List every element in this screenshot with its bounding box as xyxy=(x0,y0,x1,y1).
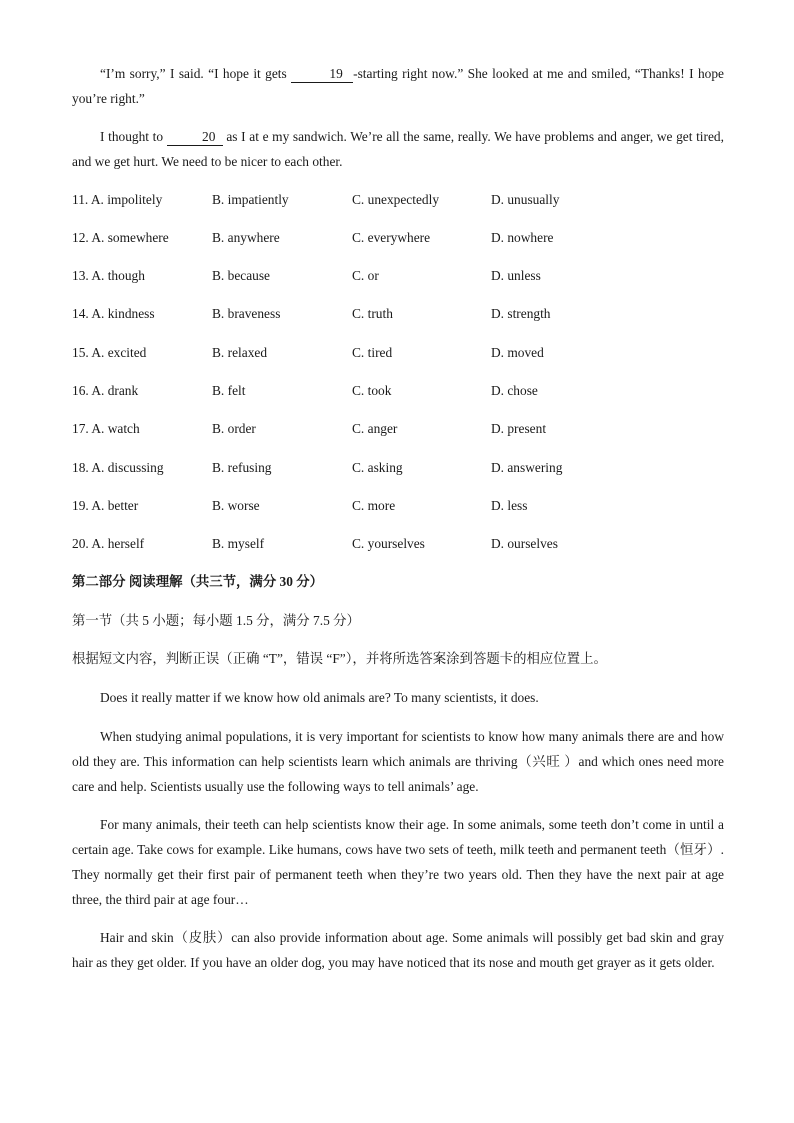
option-d: D. nowhere xyxy=(491,230,554,245)
option-d: D. present xyxy=(491,421,547,436)
section-subtitle: 第一节（共 5 小题；每小题 1.5 分，满分 7.5 分） xyxy=(72,613,360,628)
option-b: B. impatiently xyxy=(212,192,289,207)
option-row-16 xyxy=(72,381,724,401)
option-c: C. took xyxy=(352,383,392,398)
option-row-20 xyxy=(72,534,724,554)
passage-paragraph-4: Hair and skin（皮肤）can also provide information about age. Some animals will possibly get bad skin and gray hair as they get older. If you have an older dog, you may have noticed that its nose and mouth get grayer as it gets older. xyxy=(72,930,724,970)
option-d: D. unless xyxy=(491,268,541,283)
option-row-14 xyxy=(72,304,724,324)
option-c: C. unexpectedly xyxy=(352,192,440,207)
cloze-text-before-20: I thought to xyxy=(100,129,167,144)
passage-paragraph-1: Does it really matter if we know how old animals are? To many scientists, it does. xyxy=(100,690,539,705)
option-d: D. unusually xyxy=(491,192,560,207)
option-row-18 xyxy=(72,458,724,478)
option-c: C. asking xyxy=(352,460,403,475)
option-a: 13. A. though xyxy=(72,268,145,283)
cloze-blank-20: 20 xyxy=(167,129,223,146)
option-row-11 xyxy=(72,190,724,210)
option-c: C. or xyxy=(352,268,379,283)
option-d: D. answering xyxy=(491,460,563,475)
option-a: 20. A. herself xyxy=(72,536,145,551)
option-row-17 xyxy=(72,419,724,439)
section-instruction: 根据短文内容，判断正误（正确 “T”，错误 “F”），并将所选答案涂到答题卡的相应位置上。 xyxy=(72,651,607,666)
section-title: 第二部分 阅读理解（共三节，满分 30 分） xyxy=(72,574,324,589)
passage-paragraph-3: For many animals, their teeth can help scientists know their age. In some animals, some teeth don’t come in until a certain age. Take cows for example. Like humans, cows have two sets of teeth, milk teeth and permanent teeth（恒牙）. They normally get their first pair of permanent teeth when they’re two years old. Then they have the next pair at age three, the third pair at age four… xyxy=(72,817,724,907)
option-a: 17. A. watch xyxy=(72,421,140,436)
option-d: D. less xyxy=(491,498,528,513)
option-c: C. everywhere xyxy=(352,230,431,245)
cloze-text-before-19: “I’m sorry,” I said. “I hope it gets xyxy=(100,66,292,81)
option-row-15 xyxy=(72,343,724,363)
option-c: C. yourselves xyxy=(352,536,425,551)
option-b: B. anywhere xyxy=(212,230,280,245)
option-b: B. felt xyxy=(212,383,246,398)
cloze-text-after-20: as I at e my sandwich. We’re all the same, really. We have problems and anger, we get tired, and we get hurt. We need to be nicer to each other. xyxy=(72,129,724,169)
option-d: D. chose xyxy=(491,383,538,398)
cloze-blank-19: 19 xyxy=(291,66,353,83)
option-a: 15. A. excited xyxy=(72,345,147,360)
option-c: C. anger xyxy=(352,421,398,436)
option-b: B. braveness xyxy=(212,306,281,321)
option-b: B. worse xyxy=(212,498,260,513)
option-a: 12. A. somewhere xyxy=(72,230,169,245)
cloze-paragraph-20 xyxy=(72,124,724,174)
passage-paragraph-2: When studying animal populations, it is very important for scientists to know how many animals there are and how old they are. This information can help scientists learn which animals are thriving（兴旺 ）and which ones need more care and help. Scientists usually use the following ways to tell animals’ age. xyxy=(72,729,724,794)
option-c: C. more xyxy=(352,498,396,513)
option-b: B. relaxed xyxy=(212,345,268,360)
option-c: C. truth xyxy=(352,306,393,321)
option-row-13 xyxy=(72,266,724,286)
option-d: D. ourselves xyxy=(491,536,558,551)
option-a: 11. A. impolitely xyxy=(72,192,163,207)
option-b: B. order xyxy=(212,421,256,436)
cloze-text-after-19: -starting right now.” She looked at me and smiled, “Thanks! I hope you’re right.” xyxy=(72,66,724,106)
option-a: 19. A. better xyxy=(72,498,139,513)
option-b: B. because xyxy=(212,268,271,283)
option-row-19 xyxy=(72,496,724,516)
option-d: D. moved xyxy=(491,345,544,360)
option-a: 18. A. discussing xyxy=(72,460,164,475)
option-b: B. refusing xyxy=(212,460,272,475)
option-a: 14. A. kindness xyxy=(72,306,155,321)
cloze-paragraph-19 xyxy=(72,61,724,111)
option-a: 16. A. drank xyxy=(72,383,139,398)
option-c: C. tired xyxy=(352,345,393,360)
option-d: D. strength xyxy=(491,306,551,321)
option-row-12 xyxy=(72,228,724,248)
option-b: B. myself xyxy=(212,536,265,551)
